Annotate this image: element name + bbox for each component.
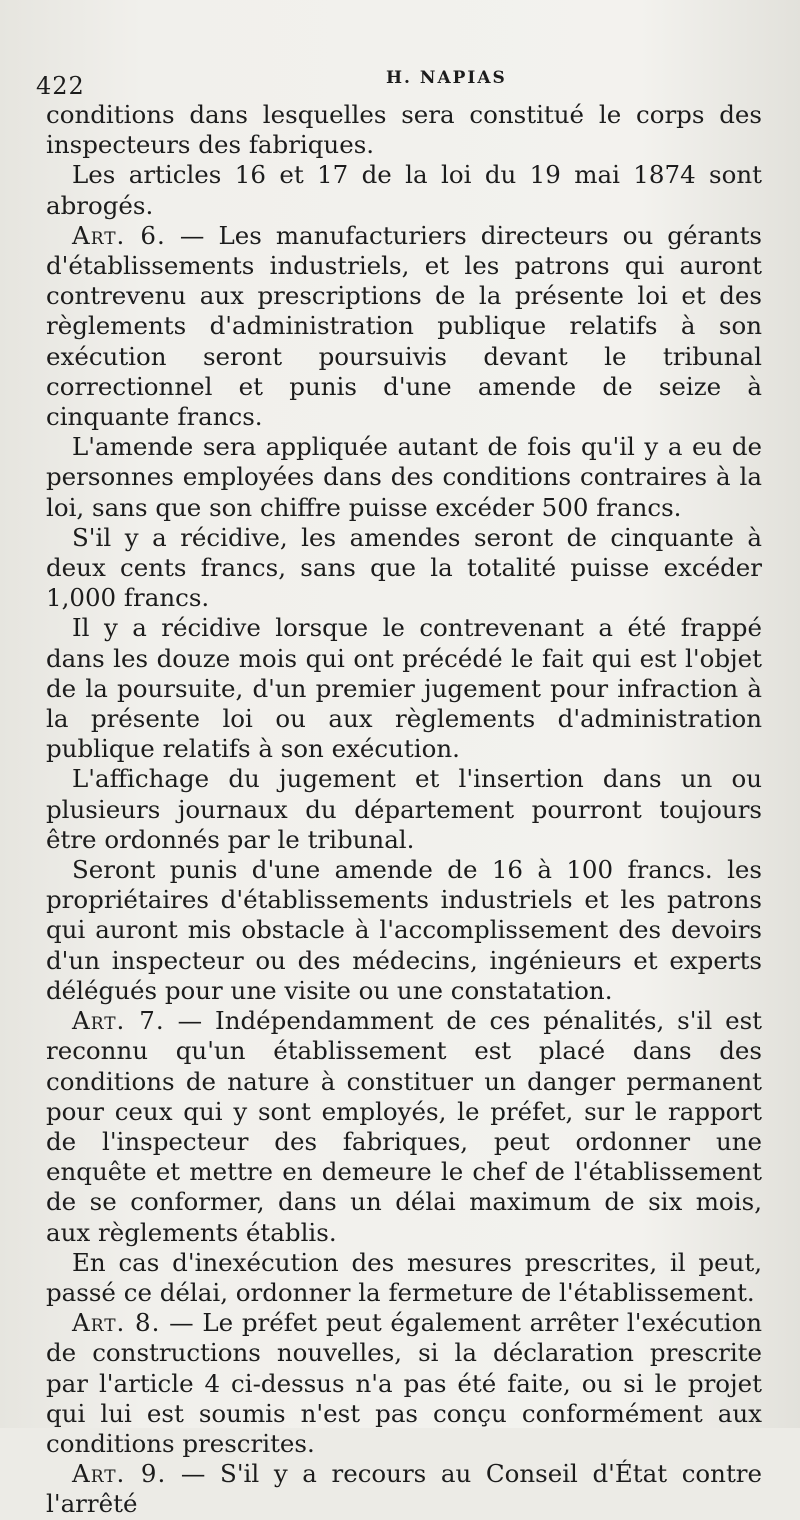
paragraph: [46, 160, 762, 220]
paragraph-text: Il y a récidive lorsque le contrevenant a été frappé dans les douze mois qui ont précédé le fait qui est l'objet de la poursuite, d'un premier jugement pour infraction à la présente loi ou aux règlements d'administration publique relatifs à son exécution.: [46, 613, 762, 764]
running-head: H. NAPIAS: [386, 68, 507, 88]
paragraph: [46, 432, 762, 523]
paragraph-text: Les articles 16 et 17 de la loi du 19 mai 1874 sont abrogés.: [46, 160, 762, 220]
paragraph-text: L'affichage du jugement et l'insertion dans un ou plusieurs journaux du département pourront toujours être ordonnés par le tribunal.: [46, 764, 762, 854]
article-8: [46, 1308, 762, 1459]
paragraph: [46, 1248, 762, 1308]
paragraph-text: — Les manufacturiers directeurs ou gérants d'établissements industriels, et les patrons qui auront contrevenu aux prescriptions de la présente loi et des règlements d'administration publique relatifs à son exécution seront poursuivis devant le tribunal correctionnel et punis d'une amende de seize à cinquante francs.: [46, 220, 763, 432]
paragraph-text: Seront punis d'une amende de 16 à 100 francs. les propriétaires d'établissements industriels et les patrons qui auront mis obstacle à l'accomplissement des devoirs d'un inspecteur ou des médecins, ingénieurs et experts délégués pour une visite ou une constatation.: [46, 855, 762, 1005]
paragraph-text: — Le préfet peut également arrêter l'exécution de constructions nouvelles, si la déclaration prescrite par l'article 4 ci-dessus n'a pas été faite, ou si le projet qui lui est soumis n'est pas conçu conformément aux conditions prescrites.: [46, 1308, 763, 1458]
paragraph-continuation: [46, 100, 762, 160]
article-label: Art. 9.: [72, 1459, 167, 1489]
article-label: Art. 8.: [72, 1308, 161, 1338]
article-label: Art. 6.: [72, 220, 166, 250]
paragraph: [46, 764, 762, 855]
paragraph: [46, 855, 762, 1006]
page-number: 422: [36, 72, 85, 100]
article-7: [46, 1006, 762, 1248]
paragraph-text: — Indépendamment de ces pénalités, s'il est reconnu qu'un établissement est placé dans des conditions de nature à constituer un danger permanent pour ceux qui y sont employés, le préfet, sur le rapport de l'inspecteur des fabriques, peut ordonner une enquête et mettre en demeure le chef de l'établissement de se conformer, dans un délai maximum de six mois, aux règlements établis.: [46, 1006, 763, 1247]
paragraph: [46, 523, 762, 614]
page-header: [36, 64, 760, 98]
article-6: [46, 221, 762, 432]
paragraph: [46, 613, 762, 764]
article-label: Art. 7.: [72, 1006, 165, 1036]
paragraph-text: L'amende sera appliquée autant de fois qu'il y a eu de personnes employées dans des conditions contraires à la loi, sans que son chiffre puisse excéder 500 francs.: [46, 432, 762, 522]
paragraph-text: — S'il y a recours au Conseil d'État contre l'arrêté: [46, 1459, 762, 1519]
paragraph-text: S'il y a récidive, les amendes seront de cinquante à deux cents francs, sans que la totalité puisse excéder 1,000 francs.: [46, 522, 762, 613]
article-9: [46, 1459, 762, 1519]
paragraph-text: En cas d'inexécution des mesures prescrites, il peut, passé ce délai, ordonner la fermeture de l'établissement.: [46, 1247, 762, 1307]
page-body: [46, 100, 762, 1520]
paragraph-text: conditions dans lesquelles sera constitué le corps des inspecteurs des fabriques.: [46, 100, 762, 160]
